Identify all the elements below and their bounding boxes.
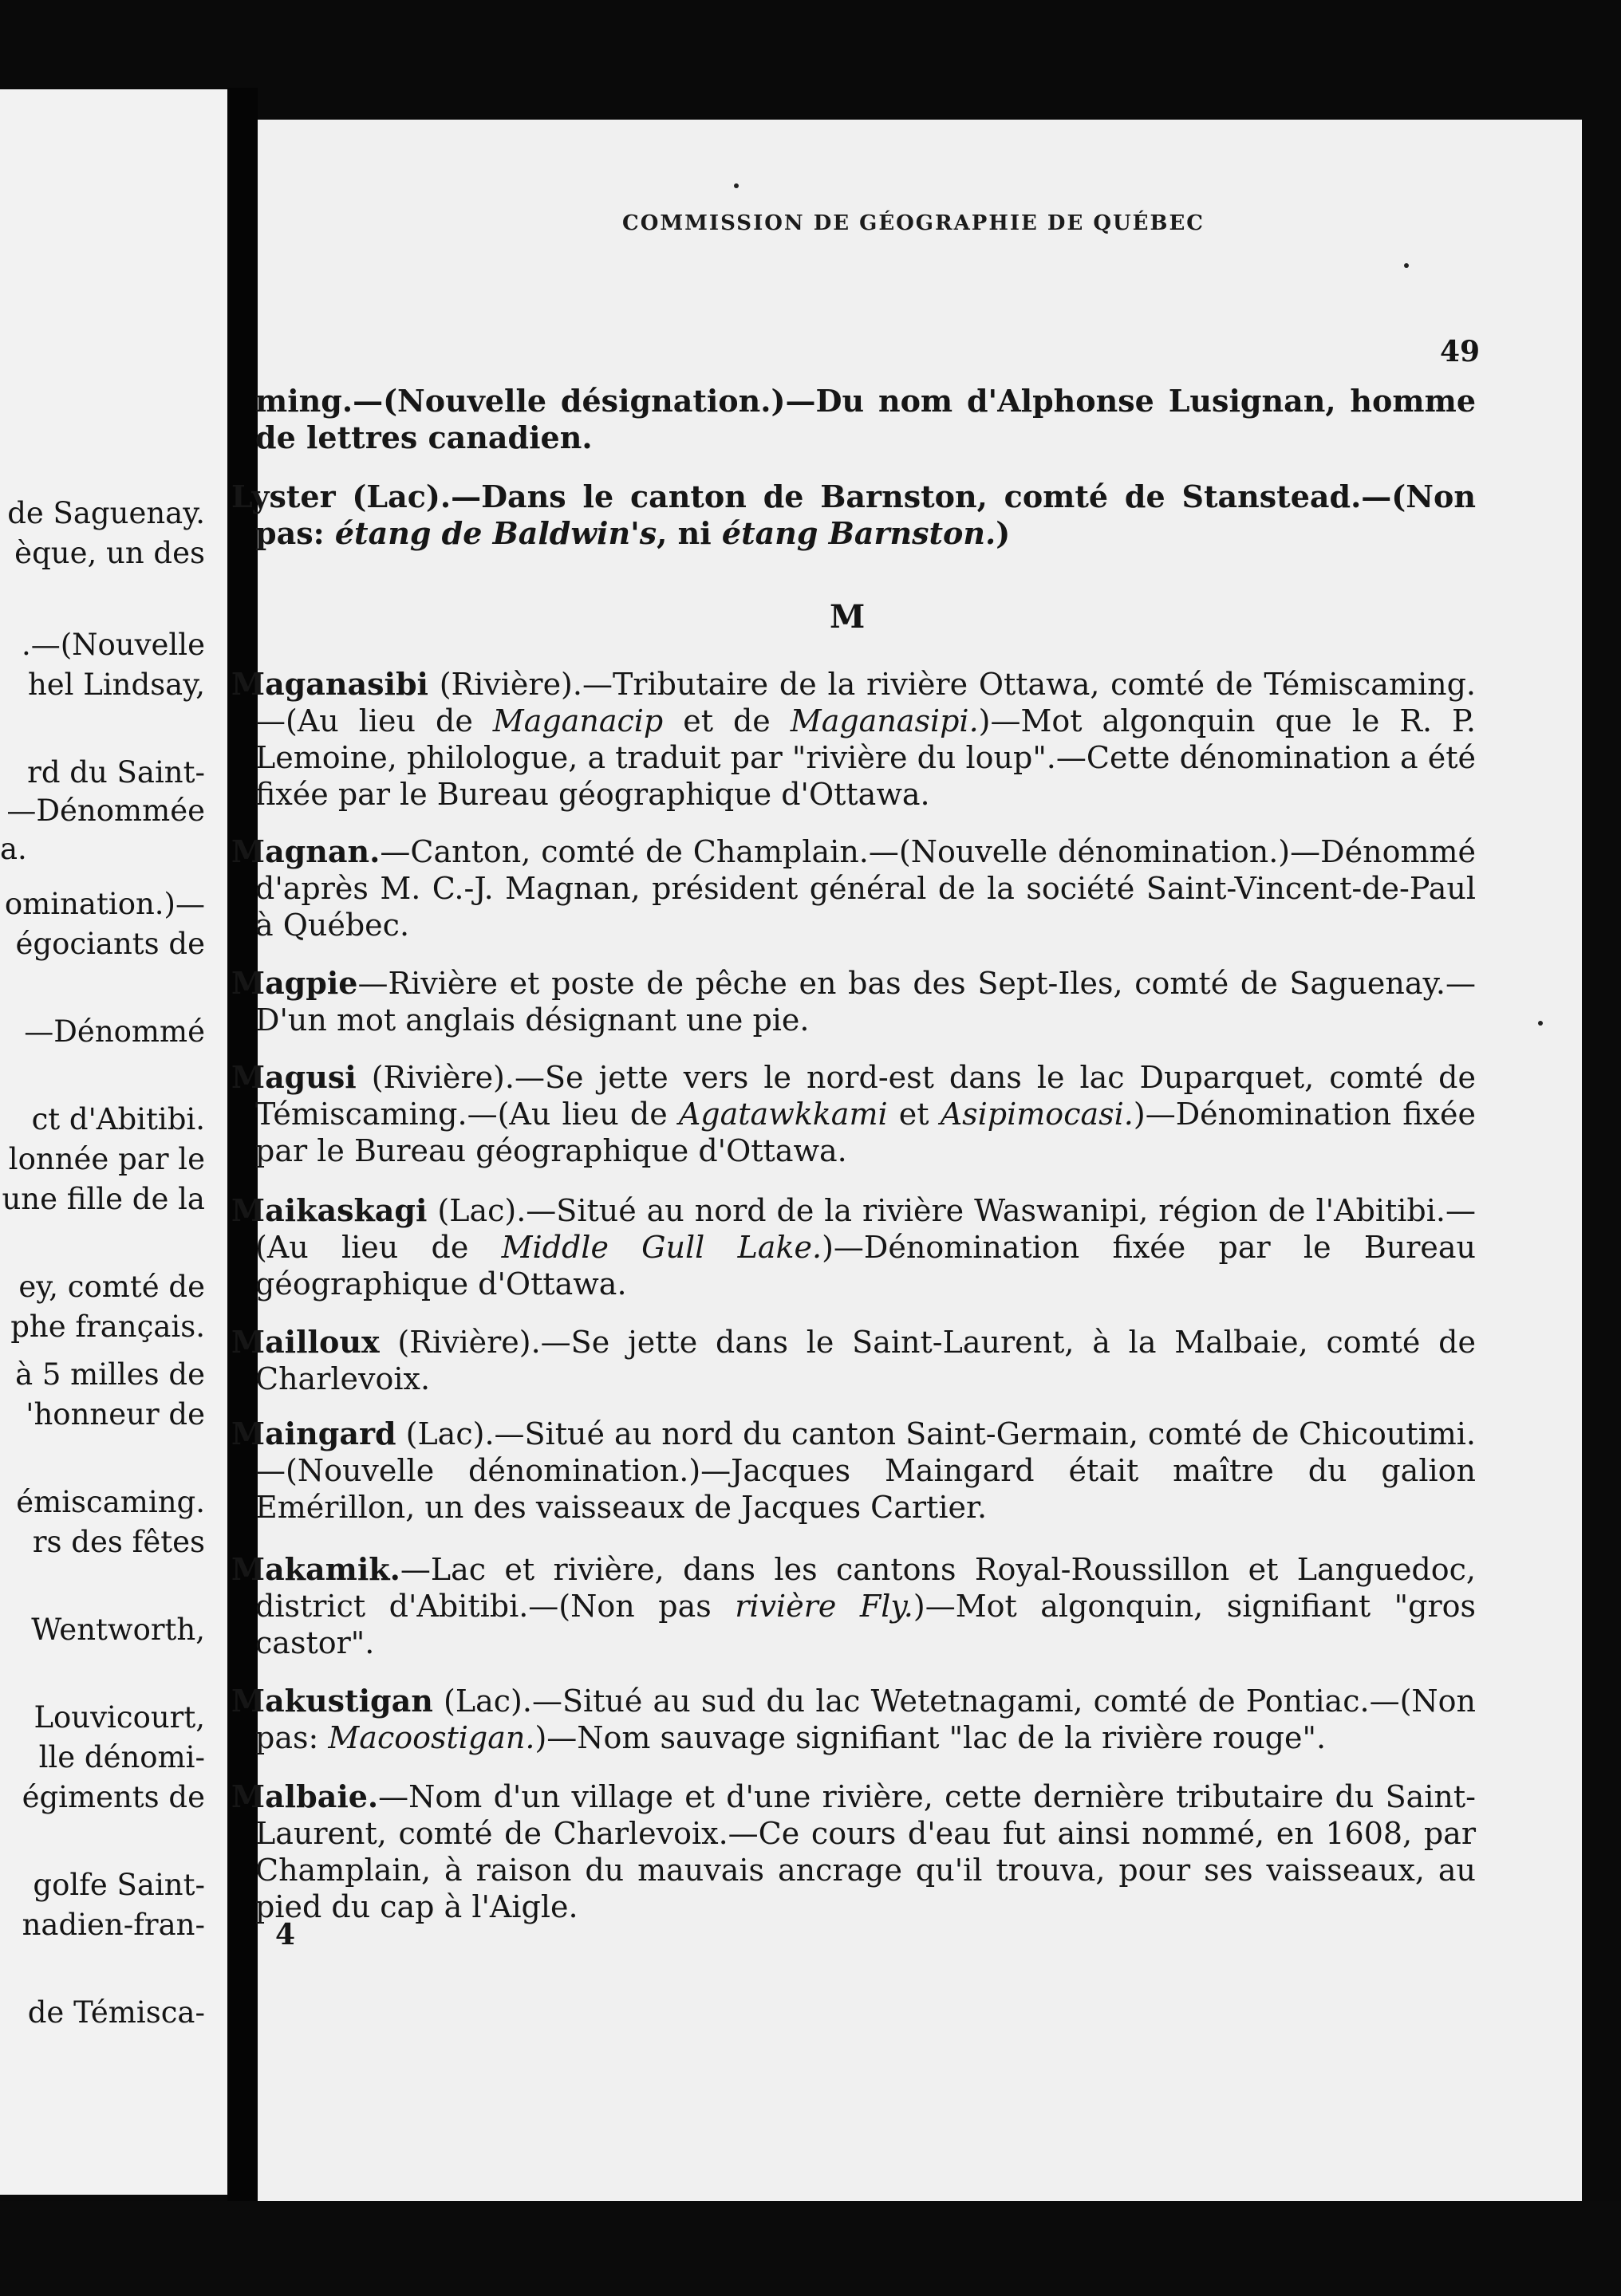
entry-text: —Canton, comté de Champlain.—(Nouvelle dénomination.)—Dénommé d'après M. C.-J. Magnan, président général de la société Saint-Vincent-de-Paul à Québec. bbox=[255, 834, 1476, 943]
left-page-line: èque, un des bbox=[14, 536, 205, 570]
entry-text: Maganasipi. bbox=[790, 703, 979, 738]
left-page-line: a. bbox=[0, 832, 27, 866]
left-page-line: de Témisca- bbox=[27, 1995, 205, 2030]
gazetteer-entry bbox=[231, 1416, 1476, 1526]
entry-headword: Makamik. bbox=[231, 1551, 400, 1587]
gazetteer-entry bbox=[231, 1192, 1476, 1302]
left-page-line: lonnée par le bbox=[8, 1142, 205, 1176]
entry-text: )—Dénomination fixée par le Bureau géographique d'Ottawa. bbox=[255, 1230, 1477, 1302]
entry-text: )—Mot algonquin que le R. P. Lemoine, philologue, a traduit par "rivière du loup".—Cette dénomination a été fixée par le Bureau géographique d'Ottawa. bbox=[255, 703, 1476, 812]
gazetteer-entry bbox=[231, 666, 1476, 813]
scan-speck bbox=[1404, 263, 1409, 268]
scan-speck bbox=[1538, 1021, 1543, 1026]
running-header: COMMISSION DE GÉOGRAPHIE DE QUÉBEC bbox=[622, 211, 1205, 235]
left-page-line: golfe Saint- bbox=[33, 1868, 205, 1902]
gazetteer-entry bbox=[231, 1683, 1476, 1756]
scan-speck bbox=[734, 183, 739, 188]
entry-text: Macoostigan. bbox=[328, 1720, 535, 1755]
entry-headword: Magpie bbox=[231, 965, 358, 1001]
entry-text: (Rivière).—Tributaire de la rivière Ottawa, comté de Témiscaming.—(Au lieu de bbox=[255, 667, 1476, 738]
left-page-line: rd du Saint- bbox=[27, 755, 205, 790]
entry-text: et de bbox=[663, 703, 791, 738]
left-page-line: .—(Nouvelle bbox=[21, 628, 205, 662]
left-page-line: —Dénommée bbox=[6, 794, 205, 828]
left-page-line: à 5 milles de bbox=[15, 1357, 205, 1392]
entry-text: (Rivière).—Se jette vers le nord-est dans le lac Duparquet, comté de Témiscaming.—(Au lieu de bbox=[255, 1060, 1476, 1132]
left-page bbox=[0, 89, 227, 2195]
signature-number: 4 bbox=[275, 1918, 296, 1951]
entry-headword: Mailloux bbox=[231, 1324, 380, 1360]
entry-text: )—Dénomination fixée par le Bureau géographique d'Ottawa. bbox=[255, 1097, 1476, 1168]
left-page-line: ey, comté de bbox=[18, 1270, 205, 1304]
entry-text: (Rivière).—Se jette dans le Saint-Laurent, à la Malbaie, comté de Charlevoix. bbox=[255, 1325, 1476, 1396]
entry-text: étang Barnston. bbox=[721, 515, 996, 551]
entry-headword: Maganasibi bbox=[231, 666, 428, 702]
left-page-line: émiscaming. bbox=[16, 1485, 205, 1519]
gazetteer-entry bbox=[231, 833, 1476, 943]
entry-headword: Makustigan bbox=[231, 1683, 433, 1719]
entry-text: Middle Gull Lake. bbox=[501, 1230, 822, 1265]
entry-headword: Malbaie. bbox=[231, 1778, 379, 1814]
entry-text: Maganacip bbox=[492, 703, 664, 738]
left-page-line: 'honneur de bbox=[26, 1397, 205, 1432]
left-page-line: rs des fêtes bbox=[32, 1525, 205, 1559]
left-page-line: Louvicourt, bbox=[34, 1700, 205, 1735]
entry-headword: Maikaskagi bbox=[231, 1192, 428, 1228]
left-page-line: égiments de bbox=[22, 1780, 205, 1814]
left-page-line: de Saguenay. bbox=[7, 496, 205, 530]
entry-text: et bbox=[887, 1097, 941, 1132]
left-page-line: lle dénomi- bbox=[38, 1740, 205, 1774]
entry-text: rivière Fly. bbox=[735, 1589, 913, 1624]
left-page-line: ct d'Abitibi. bbox=[31, 1102, 205, 1136]
gazetteer-entry bbox=[231, 478, 1476, 552]
left-page-line: —Dénommé bbox=[24, 1014, 205, 1049]
left-page-line: omination.)— bbox=[4, 887, 205, 921]
entry-text: )—Nom sauvage signifiant "lac de la rivière rouge". bbox=[534, 1720, 1327, 1755]
entry-headword: Maingard bbox=[231, 1416, 396, 1451]
section-letter: M bbox=[830, 598, 866, 636]
entry-headword: Magusi bbox=[231, 1059, 357, 1095]
entry-text: —Rivière et poste de pêche en bas des Sept-Iles, comté de Saguenay.—D'un mot anglais désignant une pie. bbox=[255, 966, 1476, 1038]
entry-text: (Lac).—Dans le canton de Barnston, comté de Stanstead.—(Non pas: bbox=[255, 478, 1476, 551]
entry-text: ming.—(Nouvelle désignation.)—Du nom d'Alphonse Lusignan, homme de lettres canadien. bbox=[255, 383, 1476, 455]
entry-text: Asipimocasi. bbox=[940, 1097, 1134, 1132]
left-page-line: Wentworth, bbox=[31, 1613, 205, 1647]
entry-text: Agatawkkami bbox=[678, 1097, 888, 1132]
gazetteer-entry bbox=[231, 1059, 1476, 1169]
scan-border bbox=[0, 2201, 1621, 2296]
left-page-line: égociants de bbox=[15, 927, 205, 961]
gazetteer-entry bbox=[231, 1778, 1476, 1925]
entry-headword: Lyster bbox=[231, 478, 336, 514]
entry-headword: Magnan. bbox=[231, 833, 381, 869]
gazetteer-entry bbox=[231, 965, 1476, 1038]
left-page-line: une fille de la bbox=[2, 1182, 205, 1216]
entry-text: —Nom d'un village et d'une rivière, cette dernière tributaire du Saint-Laurent, comté de Charlevoix.—Ce cours d'eau fut ainsi nommé, en 1608, par Champlain, à raison du mauvais ancrage qu'il trouva, pour ses vaisseaux, au pied du cap à l'Aigle. bbox=[255, 1779, 1476, 1924]
entry-text: —Lac et rivière, dans les cantons Royal-Roussillon et Languedoc, district d'Abitibi.—(Non pas bbox=[255, 1552, 1476, 1624]
left-page-line: hel Lindsay, bbox=[27, 668, 205, 702]
entry-text: (Lac).—Situé au sud du lac Wetetnagami, comté de Pontiac.—(Non pas: bbox=[255, 1684, 1476, 1755]
entry-text: (Lac).—Situé au nord de la rivière Waswanipi, région de l'Abitibi.—(Au lieu de bbox=[255, 1193, 1476, 1265]
left-page-line: nadien-fran- bbox=[22, 1908, 205, 1942]
entry-text: ) bbox=[996, 515, 1011, 551]
page-number: 49 bbox=[1440, 335, 1481, 368]
entry-text: (Lac).—Situé au nord du canton Saint-Germain, comté de Chicoutimi.—(Nouvelle dénomination.)—Jacques Maingard était maître du galion Emérillon, un des vaisseaux de Jacques Cartier. bbox=[255, 1416, 1476, 1525]
left-page-line: phe français. bbox=[10, 1309, 205, 1344]
gazetteer-entry bbox=[231, 1324, 1476, 1397]
gazetteer-entry bbox=[231, 1551, 1476, 1661]
entry-text: , ni bbox=[657, 515, 722, 551]
gazetteer-entry bbox=[231, 383, 1476, 456]
entry-text: )—Mot algonquin, signifiant "gros castor". bbox=[255, 1589, 1476, 1660]
entry-text: étang de Baldwin's bbox=[334, 515, 657, 551]
